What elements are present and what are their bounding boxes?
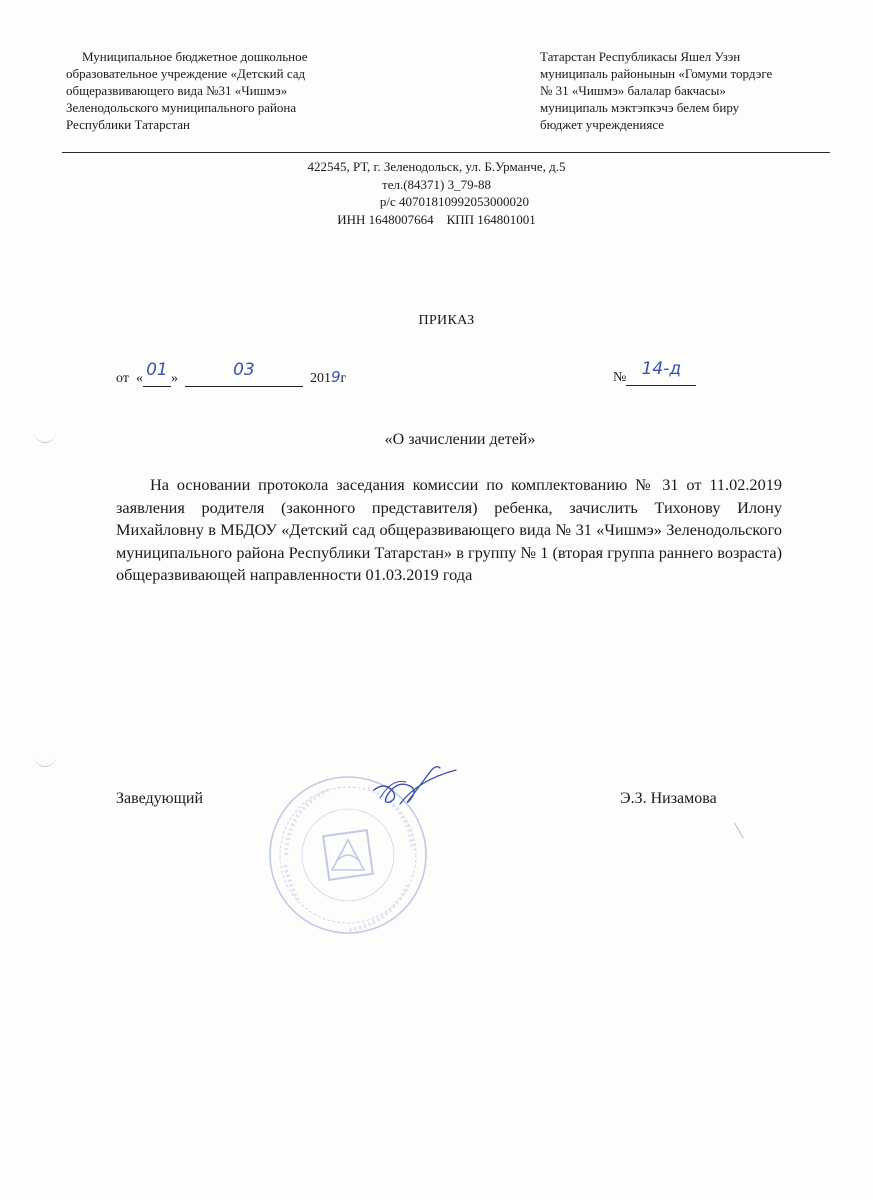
- header-line: общеразвивающего вида №31 «Чишмэ»: [66, 83, 288, 98]
- bank-account: р/с 40701810992053000020: [379, 194, 530, 209]
- order-date: [116, 360, 347, 387]
- header-line: № 31 «Чишмэ» балалар бакчасы»: [540, 83, 726, 98]
- header-line: образовательное учреждение «Детский сад: [66, 66, 306, 81]
- header-line: Зеленодольского муниципального района: [66, 100, 297, 115]
- header-line: бюджет учреждениясе: [540, 117, 665, 132]
- inn-kpp: ИНН 1648007664 КПП 164801001: [337, 211, 536, 227]
- handwritten-month: 03: [233, 360, 255, 380]
- handwritten-day: 01: [146, 360, 168, 380]
- date-prefix: от: [116, 371, 129, 386]
- year-printed: 201: [309, 371, 331, 386]
- contact-block: [0, 158, 873, 228]
- order-subject: «О зачислении детей»: [384, 431, 536, 448]
- month-field: [185, 360, 303, 387]
- signatory-name: Э.З. Низамова: [620, 790, 717, 807]
- phone: тел.(84371) 3_79-88: [382, 176, 491, 192]
- day-open-quote: «: [135, 371, 143, 386]
- header-line: муниципаль мэктэпкэчэ белем биру: [540, 100, 740, 115]
- header-line: Муниципальное бюджетное дошкольное: [82, 49, 308, 64]
- handwritten-signature: [370, 760, 460, 810]
- order-body-text: На основании протокола заседания комиссии по комплектованию № 31 от 11.02.2019 заявления родителя (законного представителя) ребенка, зачислить Тихонову Илону Михайловну в МБДОУ «Детский сад общеразвивающего вида № 31 «Чишмэ» Зеленодольского муниципального района Республики Татарстан» в группу № 1 (вторая группа раннего возраста) общеразвивающей направленности 01.03.2019 года: [116, 475, 782, 584]
- address: 422545, РТ, г. Зеленодольск, ул. Б.Урманче, д.5: [307, 159, 566, 174]
- order-number: [613, 359, 696, 386]
- year-suffix: г: [340, 371, 347, 386]
- number-field: [626, 359, 696, 386]
- org-header-russian: [66, 48, 308, 133]
- document-title: ПРИКАЗ: [418, 313, 475, 328]
- header-line: муниципаль районынын «Гомуми тордэге: [540, 66, 773, 81]
- header-line: Татарстан Республикасы Яшел Узэн: [540, 49, 741, 64]
- handwritten-year-digit: 9: [330, 368, 341, 386]
- signatory-position: Заведующий: [116, 790, 204, 807]
- day-close-quote: »: [170, 371, 178, 386]
- day-field: [143, 360, 171, 387]
- org-header-tatar: [540, 48, 772, 133]
- number-label: №: [613, 370, 627, 385]
- handwritten-number: 14-д: [641, 359, 682, 379]
- scan-artifact: [734, 819, 749, 838]
- header-divider: [62, 152, 830, 153]
- header-line: Республики Татарстан: [66, 117, 190, 132]
- punch-hole-mark: [34, 754, 56, 767]
